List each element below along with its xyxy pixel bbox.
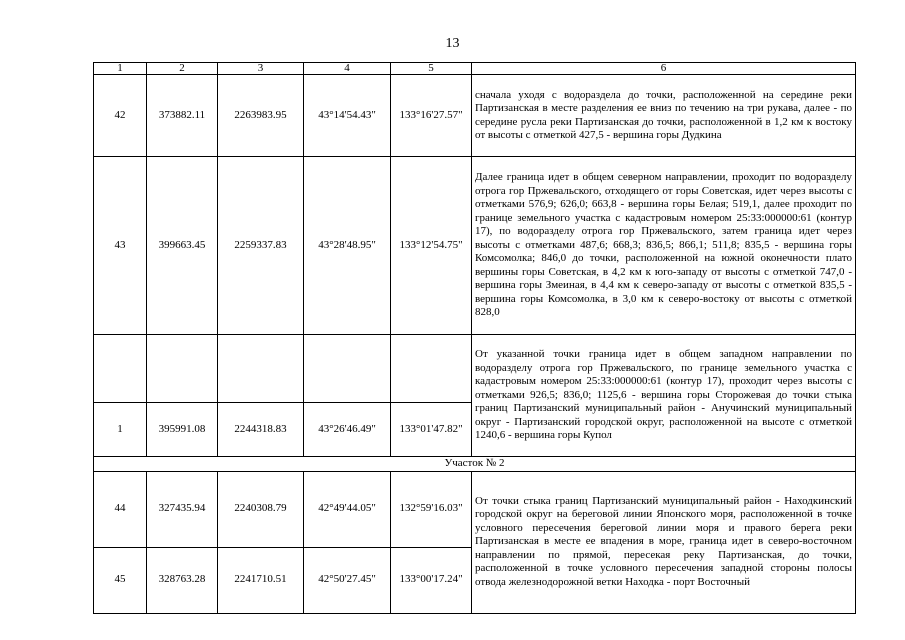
table-row	[94, 157, 856, 335]
column-header: 4	[304, 63, 391, 75]
x-coordinate: 399663.45	[147, 157, 218, 335]
point-number: 44	[94, 471, 147, 547]
y-coordinate: 2240308.79	[218, 471, 304, 547]
longitude: 133°16'27.57"	[391, 75, 472, 157]
y-coordinate: 2263983.95	[218, 75, 304, 157]
longitude: 133°12'54.75"	[391, 157, 472, 335]
empty-cell	[94, 335, 147, 403]
point-number: 43	[94, 157, 147, 335]
table-row	[94, 75, 856, 157]
latitude: 42°49'44.05"	[304, 471, 391, 547]
column-header: 3	[218, 63, 304, 75]
table-row	[94, 335, 856, 403]
y-coordinate: 2241710.51	[218, 547, 304, 613]
empty-cell	[304, 335, 391, 403]
point-number: 1	[94, 403, 147, 457]
longitude: 132°59'16.03"	[391, 471, 472, 547]
y-coordinate: 2259337.83	[218, 157, 304, 335]
latitude: 43°28'48.95"	[304, 157, 391, 335]
boundary-description: Далее граница идет в общем северном направлении, проходит по водоразделу отрога гор Пржевальского, отходящего от горы Советская, идет через высоты с отметками 576,9; 626,0; 663,8 - вершина горы Белая; 519,1, далее проходит по границе земельного участка с кадастровым номером 25:33:000000:61 (контур 17), по водоразделу отрога гор Пржевальского, затем граница идет через высоты с отметками 487,6; 668,3; 836,5; 866,1; 511,8; 835,5 - вершина горы Комсомолка; 846,0 до точки, расположенной на южной оконечности плато вершины горы Советская, в 4,2 км к юго-западу от высоты с отметкой 747,0 - вершина горы Змеиная, в 4,4 км к северо-западу от высоты с отметкой 835,5 - вершина горы Комсомолка, в 3,0 км к северо-востоку от высоты с отметкой 828,0	[472, 157, 856, 335]
table-row	[94, 471, 856, 547]
x-coordinate: 395991.08	[147, 403, 218, 457]
empty-cell	[391, 335, 472, 403]
empty-cell	[147, 335, 218, 403]
boundary-table	[93, 62, 856, 614]
point-number: 42	[94, 75, 147, 157]
column-header: 2	[147, 63, 218, 75]
point-number: 45	[94, 547, 147, 613]
latitude: 42°50'27.45"	[304, 547, 391, 613]
x-coordinate: 373882.11	[147, 75, 218, 157]
empty-cell	[218, 335, 304, 403]
column-header: 1	[94, 63, 147, 75]
latitude: 43°14'54.43"	[304, 75, 391, 157]
y-coordinate: 2244318.83	[218, 403, 304, 457]
longitude: 133°00'17.24"	[391, 547, 472, 613]
page-number: 13	[445, 36, 460, 51]
boundary-description: От указанной точки граница идет в общем западном направлении по водоразделу отрога гор Пржевальского, по границе земельного участка с кадастровым номером 25:33:000000:61 (контур 17), проходит через высоты с отметками 926,5; 836,0; 1125,6 - вершина горы Сторожевая до точки стыка границ Партизанский муниципальный район - Анучинский муниципальный округ - Партизанский городской округ, расположенной на высоте с отметкой 1240,6 - вершина горы Купол	[472, 335, 856, 457]
x-coordinate: 327435.94	[147, 471, 218, 547]
section-title: Участок № 2	[94, 457, 856, 472]
boundary-description: сначала уходя с водораздела до точки, расположенной на середине реки Партизанская в месте разделения ее вниз по течению на три рукава, далее - по середине русла реки Партизанская до точки, расположенной в 1,2 км к востоку от высоты с отметкой 427,5 - вершина горы Дудкина	[472, 75, 856, 157]
section-row	[94, 457, 856, 472]
latitude: 43°26'46.49"	[304, 403, 391, 457]
header-row	[94, 63, 856, 75]
column-header: 6	[472, 63, 856, 75]
boundary-description: От точки стыка границ Партизанский муниципальный район - Находкинский городской округ на береговой линии Японского моря, расположенной в точке условного пересечения береговой линии моря и правого берега реки Партизанская в месте ее впадения в море, граница идет в северо-восточном направлении по прямой, пересекая реку Партизанская, до точки, расположенной в точке условного пересечения западной стороны полосы отвода железнодорожной ветки Находка - порт Восточный	[472, 471, 856, 613]
longitude: 133°01'47.82"	[391, 403, 472, 457]
x-coordinate: 328763.28	[147, 547, 218, 613]
column-header: 5	[391, 63, 472, 75]
